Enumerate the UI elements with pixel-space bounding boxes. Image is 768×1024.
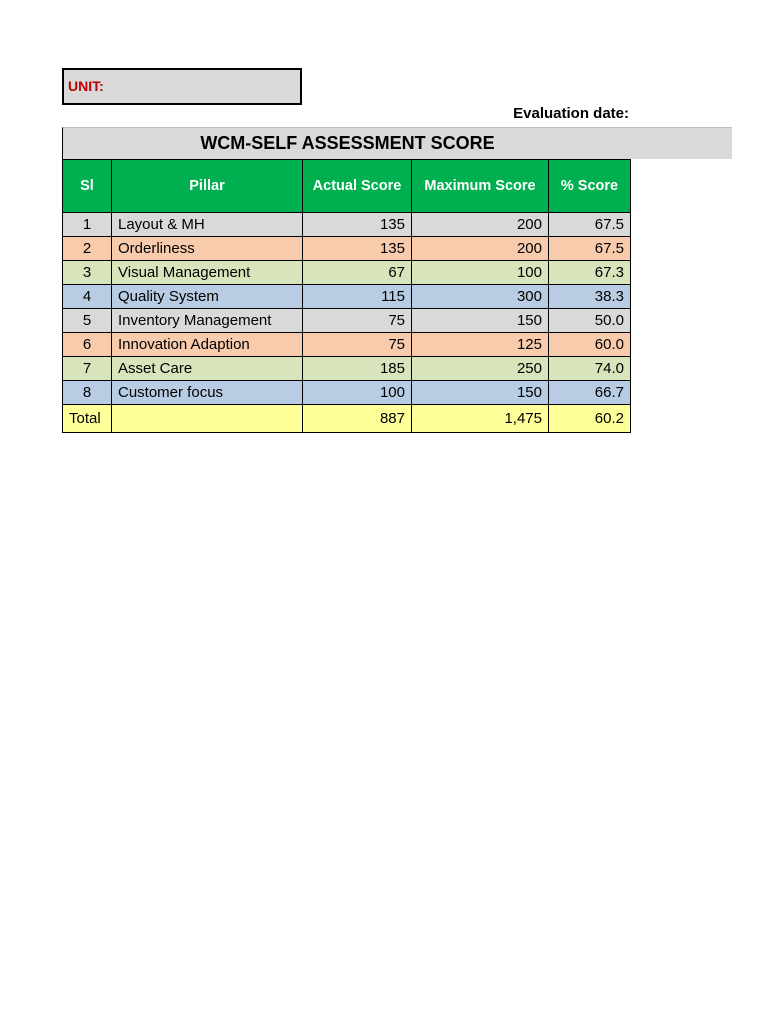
pillar-cell: Layout & MH xyxy=(112,213,303,237)
table-row xyxy=(63,237,631,261)
pillar-cell: Visual Management xyxy=(112,261,303,285)
actual-score-cell: 100 xyxy=(303,381,412,405)
sl-cell: 6 xyxy=(63,333,112,357)
column-header-percent-score: % Score xyxy=(549,160,631,213)
percent-score-cell: 67.5 xyxy=(549,237,631,261)
percent-score-cell: 60.0 xyxy=(549,333,631,357)
actual-score-cell: 75 xyxy=(303,309,412,333)
percent-score-cell: 67.5 xyxy=(549,213,631,237)
sl-cell: 8 xyxy=(63,381,112,405)
column-header-pillar: Pillar xyxy=(112,160,303,213)
pillar-cell: Customer focus xyxy=(112,381,303,405)
header-row xyxy=(63,160,631,213)
page-title: WCM-SELF ASSESSMENT SCORE xyxy=(200,133,495,153)
column-header-actual-score: Actual Score xyxy=(303,160,412,213)
percent-score-cell: 66.7 xyxy=(549,381,631,405)
maximum-score-cell: 125 xyxy=(412,333,549,357)
maximum-score-cell: 200 xyxy=(412,213,549,237)
table-row xyxy=(63,285,631,309)
total-actual-score: 887 xyxy=(303,405,412,433)
table-row xyxy=(63,357,631,381)
maximum-score-cell: 300 xyxy=(412,285,549,309)
sl-cell: 4 xyxy=(63,285,112,309)
table-row xyxy=(63,261,631,285)
pillar-cell: Quality System xyxy=(112,285,303,309)
pillar-cell: Innovation Adaption xyxy=(112,333,303,357)
percent-score-cell: 38.3 xyxy=(549,285,631,309)
title-bar xyxy=(62,127,732,159)
actual-score-cell: 135 xyxy=(303,213,412,237)
total-pillar-cell xyxy=(112,405,303,433)
sl-cell: 7 xyxy=(63,357,112,381)
total-label: Total xyxy=(63,405,112,433)
total-row xyxy=(63,405,631,433)
score-table xyxy=(62,159,631,433)
pillar-cell: Orderliness xyxy=(112,237,303,261)
evaluation-date-label: Evaluation date: xyxy=(513,105,629,122)
table-row xyxy=(63,333,631,357)
maximum-score-cell: 100 xyxy=(412,261,549,285)
sl-cell: 5 xyxy=(63,309,112,333)
sl-cell: 2 xyxy=(63,237,112,261)
percent-score-cell: 67.3 xyxy=(549,261,631,285)
maximum-score-cell: 150 xyxy=(412,381,549,405)
percent-score-cell: 50.0 xyxy=(549,309,631,333)
column-header-sl: Sl xyxy=(63,160,112,213)
actual-score-cell: 115 xyxy=(303,285,412,309)
actual-score-cell: 135 xyxy=(303,237,412,261)
table-row xyxy=(63,381,631,405)
total-maximum-score: 1,475 xyxy=(412,405,549,433)
actual-score-cell: 75 xyxy=(303,333,412,357)
table-row xyxy=(63,309,631,333)
maximum-score-cell: 250 xyxy=(412,357,549,381)
sl-cell: 1 xyxy=(63,213,112,237)
table-row xyxy=(63,213,631,237)
actual-score-cell: 185 xyxy=(303,357,412,381)
percent-score-cell: 74.0 xyxy=(549,357,631,381)
pillar-cell: Asset Care xyxy=(112,357,303,381)
total-percent-score: 60.2 xyxy=(549,405,631,433)
actual-score-cell: 67 xyxy=(303,261,412,285)
pillar-cell: Inventory Management xyxy=(112,309,303,333)
maximum-score-cell: 200 xyxy=(412,237,549,261)
column-header-maximum-score: Maximum Score xyxy=(412,160,549,213)
unit-box xyxy=(62,68,302,105)
sl-cell: 3 xyxy=(63,261,112,285)
unit-label: UNIT: xyxy=(68,78,104,94)
maximum-score-cell: 150 xyxy=(412,309,549,333)
